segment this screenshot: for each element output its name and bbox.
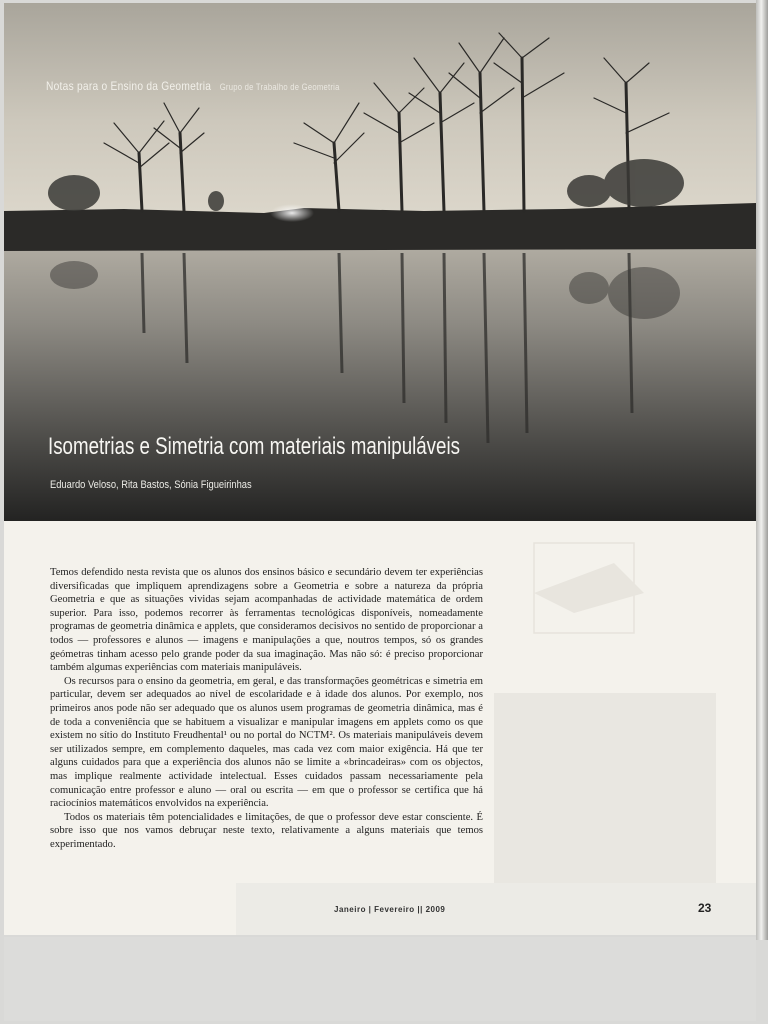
scanner-background: [4, 937, 756, 1021]
issue-date: Janeiro | Fevereiro || 2009: [334, 905, 446, 914]
article-body: [50, 566, 483, 851]
page-number: 23: [698, 901, 712, 915]
article-title: Isometrias e Simetria com materiais manipuláveis: [48, 433, 460, 460]
article-authors: Eduardo Veloso, Rita Bastos, Sónia Figueirinhas: [50, 479, 252, 491]
paragraph: Os recursos para o ensino da geometria, em geral, e das transformações geométricas e simetria em particular, devem ser adequados ao nível de escolaridade e à idade dos alunos. Por exemplo, nos primeiros anos pode não ser adequado que os alunos usem programas de geometria dinâmica, mas é de toda a conveniência que se habituem a visualizar e manipular imagens em applets como os que existem no sítio do Instituto Freudhental¹ ou no portal do NCTM². Os materiais manipuláveis devem ser utilizados sempre, em complemento daqueles, mas cada vez com maior exigência. Há que ter alguns cuidados para que a experiência dos alunos não se limite a «brincadeiras» com os objectos, mas implique realmente actividade intelectual. Esses cuidados passam necessariamente pela comunicação entre professor e aluno — oral ou escrita — em que o professor se certifica que há raciocínios matemáticos envolvidos na experiência.: [50, 675, 483, 810]
magazine-page: [4, 3, 756, 935]
footer-band: [236, 883, 756, 935]
paragraph: Temos defendido nesta revista que os alunos dos ensinos básico e secundário devem ter experiências diversificadas que impliquem aprendizagens sobre a Geometria e sobre a natureza da própria Geometria e que as situações vividas sejam acompanhadas de actividade matemática de ordem superior. Para isso, podemos recorrer às ferramentas tecnológicas disponíveis, nomeadamente programas de geometria dinâmica e applets, que consideramos decisivos no sentido de proporcionar a todos — professores e alunos — imagens e manipulações a que, noutros tempos, só os grandes geómetras tinham acesso pelo grande poder da sua imaginação. Mas não só: é preciso proporcionar também algumas experiências com materiais manipuláveis.: [50, 567, 483, 674]
show-through-illustration: [494, 523, 756, 883]
series-header: [46, 79, 340, 93]
series-group: Grupo de Trabalho de Geometria: [219, 82, 340, 92]
series-title: Notas para o Ensino da Geometria: [46, 79, 212, 93]
page-binding-edge: [756, 0, 768, 940]
paragraph: Todos os materiais têm potencialidades e limitações, de que o professor deve estar consciente. É sobre isso que nos vamos debruçar neste texto, relativamente a alguns materiais que temos experimentado.: [50, 811, 483, 850]
